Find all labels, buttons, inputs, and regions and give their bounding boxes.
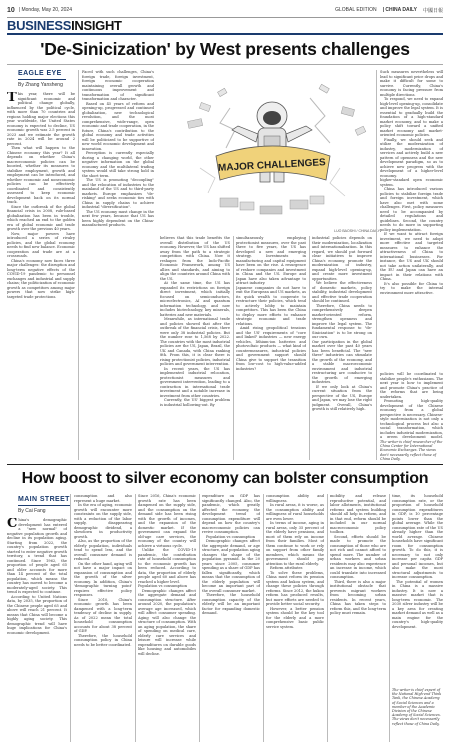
background-crack bbox=[200, 168, 215, 193]
section-title bbox=[7, 18, 122, 33]
background-crack bbox=[310, 98, 330, 143]
section-rule bbox=[7, 33, 443, 35]
body-paragraph: believes that this trade benefits the overall distribution of the US economy. However, the US has shifted away from the path to a strategic competition with China. Now it reshapes from the Indo-Pacific Economic Framework, among US allies and standards, and aiming to align the countries around China with the US. bbox=[160, 236, 230, 281]
body-paragraph: Amid rising geopolitical tensions and the US' requirements of "core and linked" industries — new energy vehicles, lithium-ion batteries and photovoltaic products — what kind of countermeasures, industrial policies and government support should China give to support the transition from low-cost to high-value-added industries? bbox=[236, 326, 306, 371]
body-paragraph: China's economy now faces three major challenges: the disruption and long-term negative effects of the COVID-19 pandemic to personnel exchanges and industrial and supply chains; the politicization of economic growth as competitors among major powers that now strike high-targeted trade protections. bbox=[7, 258, 75, 299]
body-paragraph: hina's demographic development has entered a "new normal" of negative population growth and decline in its population aging. Starting from 2022, the country's population growth started to enter negative growth territory, a trend that has continued. Since 1962, the proportion of people aged 65 and older accounts for more than 14 percent of the total population, which means the country has moved to become a moderately-aged society. This trend is expected to continue. bbox=[7, 518, 67, 594]
body-paragraph: Therefore, the household consumption capacity of the elderly will be an important factor for expanding domestic demand. bbox=[202, 593, 260, 615]
article2-column-4 bbox=[202, 494, 260, 742]
body-paragraph: Reform attributes bbox=[270, 566, 303, 570]
body-paragraph: Demographic changes affect the aggregate demand, or age structure, and population aging changes the shape of the population pyramid. In the 20 years since 2005, consumer spending as a share of GDP has fallen significantly, which means that the consumption of the elderly population will become an important part of the overall consumer market. bbox=[202, 539, 260, 593]
article1-column-1 bbox=[7, 92, 75, 344]
body-paragraph: However, a better pension system should be the key tool for the elderly and a more comprehensive basic public service system. bbox=[266, 606, 324, 629]
body-paragraph: To respond, we need to expand high-level opening-up, consolidate and improve the legal system. It is essential to gradually build the foundation of a high-standard market economy, and to make a policy shift toward a unified market economy and market-oriented economic policies. bbox=[380, 97, 443, 137]
column-divider bbox=[263, 494, 264, 742]
article2-author-note: The writer is chief expert of the National High-end Think Tank, the Chinese Academy of Social Sciences and a member of the Academic Division of the Chinese Academy of Social Sciences. The views don't necessarily reflect those of China Daily. bbox=[392, 688, 442, 726]
body-paragraph: At the same time, the US has expanded its restrictions on foreign direct investment, which initially focused on semiconductors, microelectronics, AI and quantum information technology, and now includes biotechnology, key minerals, batteries and new materials. bbox=[160, 281, 230, 317]
body-paragraph: time, its household consumption rate, or the proportion of household consumption expenditures in GDP, is 10 percentage points lower than the global average. While the consumption rate of the US already higher than the world average. Chinese households have significant room for consumption growth. To do this, it is necessary to not only increase per capita GDP and personal incomes, but also make the most structural adjustments to increase consumption. bbox=[392, 494, 443, 579]
body-paragraph: In the era of aging, economic growth will encounter more constraints on the supply side, with a reduction of the labor supply, disappearing demographic dividend, a slowdown in productivity growth. bbox=[74, 503, 132, 539]
body-paragraph: policies will be coordinated to stabilize people's enthusiasm. The next year is how to implement and promote China's practice of the reforms that are being undertaken. bbox=[380, 372, 443, 399]
page-folio bbox=[7, 4, 443, 16]
body-paragraph: mobility and release reproductive potential, and labor allotments, institutional reforms and system building should all help in reform, and in that end, reform should be included in our normal macroeconomic policy toolbox. bbox=[330, 494, 386, 534]
body-paragraph: expenditure on GDP has significantly changed. Also, the pandemic, which greatly affected the economy, the development trend of consumption expenditure will depend on how the country's macroeconomic policies can revive consumption. bbox=[202, 494, 260, 534]
column-divider bbox=[389, 494, 390, 742]
article2-byline: By Cai Fang bbox=[18, 508, 46, 514]
body-paragraph: Second, efforts should be made to promote the consumption of those who are not rich and cannot afford to spend more. The number of urban workers and urban residents may also experience an increase in income, which could translate into increased consumption. bbox=[330, 534, 386, 579]
body-paragraph: Demographic changes affect the aggregate demand and consumption structure. After around 2020, the population's average age increased, which will affect consumer spending. Aging will also change the structure of consumption. With an aging population, the share of spending on medical care, elderly care services and leisure will increase while expenditures on durable goods like housing and automobiles will decline. bbox=[138, 588, 196, 656]
article-divider bbox=[7, 464, 443, 465]
body-paragraph: It's also possible for China to try to make the internal environment more attractive. bbox=[380, 281, 443, 295]
article2-column-7 bbox=[392, 494, 443, 684]
body-paragraph: If we only look at China's current situation from the perspective of the US, Europe and Japan, we may lose the right judgment. Overall, China's growth is still relatively high. bbox=[312, 384, 372, 411]
body-paragraph: On the other hand, aging will not have a major impact on expansion of consumption and the growth of the silver economy. In addition, China's 'demographic turning point' requires effective policy responses. bbox=[74, 561, 132, 597]
article2-dropcap: C bbox=[7, 518, 18, 531]
image-credit: LUO BAOSHI / CHINA DAILY bbox=[334, 229, 380, 233]
section-title-suffix: INSIGHT bbox=[71, 18, 122, 33]
article1-column-2 bbox=[82, 70, 154, 460]
paper-name: | CHINA DAILY bbox=[382, 7, 417, 13]
body-paragraph: consumption and also represent a huge market. bbox=[74, 494, 132, 503]
body-paragraph: Unlike the COVID-19 pandemic, the contribution rate of household consumption to the economic growth has been reduced. According to data, the proportion of elderly people aged 60 and above has reached a higher level. bbox=[138, 548, 196, 584]
body-paragraph: China has introduced various policies to stabilize foreign trade and foreign investment, which have also met with some challenges. First, policy measures need to be accompanied by detailed regulations and guidelines. Second, the country needs to do more in supporting policy implementation. bbox=[380, 187, 443, 232]
body-paragraph: Population vs consumption bbox=[138, 584, 188, 588]
body-paragraph: The potential of women in China is a massive industry. It is now a massive market that is long-term economic. The 2030 silver industry will be a key area for creating market demand as well as a main engine for the country's high-quality development. bbox=[392, 579, 443, 629]
column-divider bbox=[199, 494, 200, 742]
article1-column-6 bbox=[380, 70, 443, 370]
body-paragraph: Therefore, China needs to comprehensively deepen market-oriented reform, strengthen openness and improve the legal system. The fundamental response to "de-Sinicization" is to be strong on our own. bbox=[312, 303, 372, 339]
body-paragraph: Since 2016, China's economic growth rate has been dampened on the supply side, and the consumption on the demand side has been rising with the growth of incomes, and the expansion of the domestic market. If the government can expand the old-age care services, the economy of the country will achieve a virtuous cycle. bbox=[138, 494, 196, 548]
article2-headline: How boost to silver economy can bolster consumption bbox=[21, 470, 429, 487]
article2-column-3 bbox=[138, 494, 196, 742]
body-paragraph: The US is promoting "decoupling" and the relocation of industries to the mainland of the US and to third-party markets. Europe emphasizes "de-risking" and seeks economic ties with China in supply chains to achieve industrial "diversification". bbox=[82, 178, 154, 209]
article1-headline: 'De-Sinicization' by West presents challenges bbox=[40, 39, 410, 59]
background-crack bbox=[220, 108, 235, 148]
edition-label: GLOBAL EDITION bbox=[335, 7, 377, 13]
article1-column-3 bbox=[160, 236, 230, 460]
body-paragraph: Japanese companies do not have to exit the European and US markets, as its quick wealth to cooperate to restructure their policies, which tend to actively lobby to maintain competitors. This has been the China to deploy more efforts to enhance strategic economic and trade relations. bbox=[236, 285, 306, 326]
section-title-prefix: BUSINESS bbox=[7, 18, 72, 33]
paper-name-chinese: 中國日報 bbox=[422, 7, 443, 14]
body-paragraph: Now, major powers have introduced a series of rivalry policies, and the global economy needs to find new balance. Economic cooperation and trade are at a crossroads. bbox=[7, 231, 75, 258]
body-paragraph: Finally, we should seek and utilize the modernization of industry, modernization of services and actively build a new pattern of openness and the new development paradigm, so as to achieve new progress with the development of a higher-level economy. bbox=[380, 137, 443, 178]
challenges-sign bbox=[216, 146, 330, 180]
article2-column-2 bbox=[74, 494, 132, 742]
body-paragraph: Since 2010, China's economic growth has been dampened with a long-term tendency of decline in supply. As of 2022 mean the total household consumption accounts for about 38 percent of GDP. bbox=[74, 597, 132, 633]
column-divider bbox=[70, 494, 71, 742]
body-paragraph: simultaneously employing protectionist measures, over the past three to five years, the US has developed a new and emerging strategy. Investments in manufacturing and capital equipment have been on the rise. A resurgence of reshore companies and investment in China and the US. Europe and Japan have also taken advantage to attract industry. bbox=[236, 236, 306, 285]
article1-column-7 bbox=[380, 372, 443, 438]
body-paragraph: In terms of income, aging in rural areas, only 35 percent of the elderly have pensions, and most of them rely on income from their families. Most of them continue to work or rely on support from other family members, which means the government should pay attention to the rural elderly. bbox=[266, 521, 324, 566]
article2-column-1 bbox=[7, 518, 67, 742]
page-number: 10 bbox=[7, 6, 15, 14]
major-challenges-illustration bbox=[160, 68, 384, 228]
body-paragraph: Perception is currently especially during a changing world, the other negative information on the global economy and the multilateral trading system would still take strong hold in the short term. bbox=[82, 151, 154, 178]
body-paragraph: Meanwhile, as international trade and policies showed that after the outbreak of the financial crisis, there were only 38 industrial policies. But the number rose to 1,568 by 2022. The countries with the most industrial policies are the US, Japan, Brazil, the UK and Canada, with China ranking 8th. From this, it is clear there is rising protectionist policies, industrial policies and government intervention. bbox=[160, 317, 230, 366]
body-paragraph: Then what will happen to the Chinese economy this year? It all depends on whether China's macroeconomic policies can be boosted, whether its measures to stabilize employment, growth and employment can be introduced, and whether economic and noneconomic policies can be effectively coordinated and consistently assessed to keep economic development back on its normal track. bbox=[7, 146, 75, 204]
article1-column-4 bbox=[236, 236, 306, 460]
column-divider bbox=[327, 494, 328, 742]
body-paragraph: In recent years, the US has implemented industrial relocation, protectionist measures and government intervention, leading to a contraction in international trade investment and a notable increase in investment from other countries. bbox=[160, 366, 230, 398]
column-divider bbox=[309, 236, 310, 460]
column-divider bbox=[376, 70, 377, 460]
column-divider bbox=[78, 70, 79, 460]
body-paragraph: Also, as the proportion of the elderly population, individuals tend to spend less, and the overall consumer demand is reduced. bbox=[74, 539, 132, 561]
article2-column-5 bbox=[266, 494, 324, 742]
article1-author-note: The writer is chief researcher of the China Center for International Economic Exchanges. The views don't necessarily reflect those of China Daily. bbox=[380, 440, 443, 461]
article1-dropcap: T bbox=[7, 92, 17, 105]
body-paragraph: Promoting high-quality development of the Chinese economy from a global perspective is necessary. Chinese-style modernization is not only a technological process but also a social transformation, which includes industrial modernization, a green development model, bbox=[380, 399, 443, 438]
background-crack bbox=[330, 168, 345, 196]
column-divider bbox=[233, 236, 234, 460]
sign-text: MAJOR CHALLENGES bbox=[217, 157, 326, 174]
article2-column-6 bbox=[330, 494, 386, 742]
body-paragraph: Currently, the US' biggest problem is industrial hollowing-out. By bbox=[160, 398, 230, 407]
body-paragraph: Population vs consumption bbox=[206, 534, 256, 539]
body-paragraph: Since the outbreak of the global financial crisis in 2008, rule-based globalization has been in trouble, which reached an end to the golden era of global economic and trade growth over the previous 40 years. bbox=[7, 204, 75, 231]
body-paragraph: Therefore, the household consumption policy in China needs to be better coordinated. bbox=[74, 633, 132, 647]
body-paragraph: Third, there is also a major institutional obstacle that prevents migrant workers from becoming urban residents. In recent years, China has taken steps to reform this, and the long-term policy must remain. bbox=[330, 579, 386, 615]
body-paragraph: higher-standard open economic system. bbox=[380, 178, 443, 187]
rubble-pile bbox=[220, 196, 324, 214]
article1-byline: By Zhang Yansheng bbox=[18, 82, 63, 88]
article1-column-5 bbox=[312, 236, 372, 460]
body-paragraph: Faced with such challenges, China's foreign trade, foreign investment, foreign economic cooperation maintaining overall growth and continuous improvement and transformation of significant transformation and character. bbox=[82, 70, 154, 101]
body-paragraph: his year, there will be significant economic and political change globally, influenced by the political cycle, with more than 70 countries and regions holding major elections this year worldwide, the United States economy is expected to decline, US economic growth was 2.5 percent in 2023 and we estimate the growth rate in 2024 will be around 2 percent. bbox=[7, 92, 75, 146]
article2-column-title: MAIN STREET bbox=[18, 496, 70, 503]
body-paragraph: In rural areas, it is worse, as the consumption ability and willingness of rural households are even lower. bbox=[266, 503, 324, 521]
body-paragraph: Our participation in the global market over the past 40 years has been beneficial. The "new three" industries can stimulate the growth of the economy, and a stable macroeconomic environment and industrial restructuring are conducive to the growth of emerging industries. bbox=[312, 339, 372, 384]
body-paragraph: We believe the effectiveness of domestic markets, policy stability, industrial development and effective trade cooperation should be continued. bbox=[312, 281, 372, 303]
column-divider bbox=[135, 494, 136, 742]
body-paragraph: According to United Nations data, by 2035, the proportion of the Chinese people aged 65 and above will reach 21 percent. It means that China will become a highly aging society. This demographic trend will have huge implications for China's economic development. bbox=[7, 594, 67, 635]
body-paragraph: consumption ability and willingness. bbox=[266, 494, 324, 503]
headline-rule bbox=[7, 64, 443, 65]
column-title-underline bbox=[18, 79, 66, 80]
body-paragraph: To solve these problems, China must reform its pension system and hukou system, and change these policies through reforms. Since 2012, the hukou reform has produced results, but more efforts are needed to provide better social security. bbox=[266, 570, 324, 606]
body-paragraph: Such measures nevertheless will lead to significant price drops and make it difficult for some to survive. Currently, China's economy is facing pressure from multiple directions. bbox=[380, 70, 443, 97]
body-paragraph: Based on 45 years of reform and opening-up, progressed and continued globalization, new technological revolution, and the most comprehensive, wide-range, open economic and trade cooperation, in the future, China's contribution to the global economy and trade activities will be politicized to be supportive of new world economic development and innovation. bbox=[82, 101, 154, 151]
column-title-underline bbox=[18, 505, 70, 506]
body-paragraph: The US economy must change in the next few years, because that US has been highly dependent on the China-manufactured products. bbox=[82, 209, 154, 227]
article1-column-title: EAGLE EYE bbox=[18, 70, 62, 77]
issue-date: | Monday, May 20, 2024 bbox=[18, 7, 72, 13]
body-paragraph: industrial policies depends on their modernization, localization and internationalization. In this regard, we should put forward clear initiatives to improve China's economy, promote the modernization of industry, expand high-level opening-up, and create more investment opportunities. bbox=[312, 236, 372, 281]
body-paragraph: If we want to attract foreign investment, we need to adopt more effective and targeted measures to enhance the attractiveness of China to international businesses. For instance, the US and UK should not take action unilaterally, and the EU and Japan can have an impact in their relations with China. bbox=[380, 232, 443, 281]
